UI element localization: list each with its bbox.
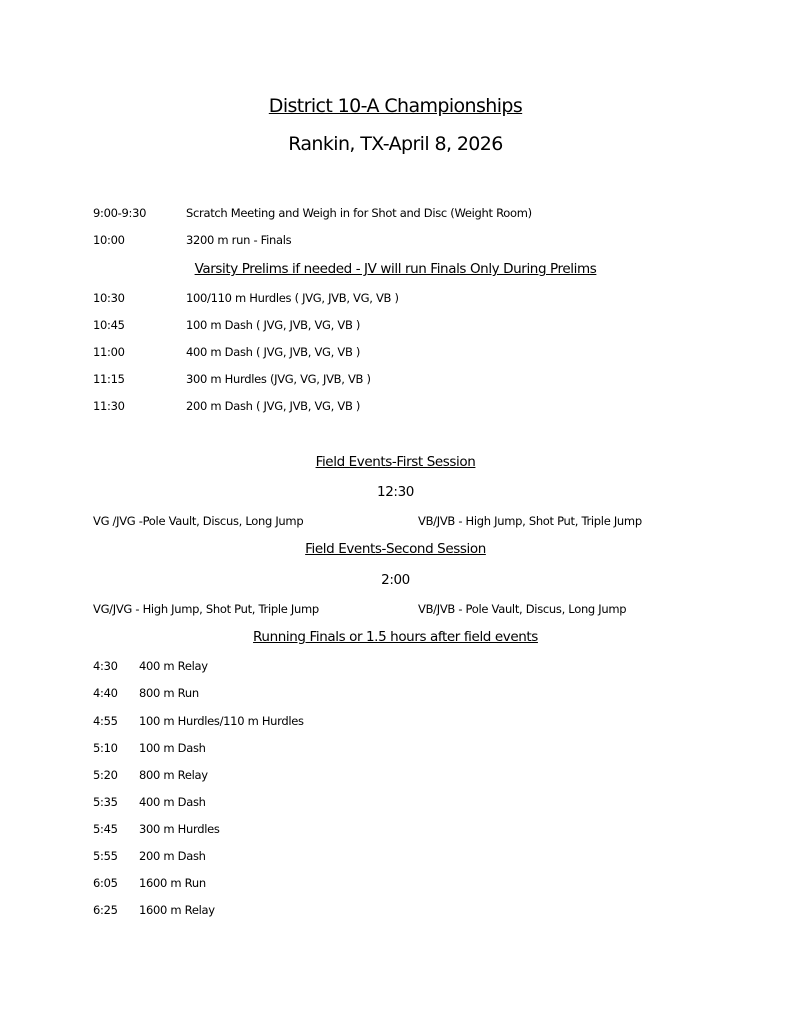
- page-title: District 10-A Championships: [268, 95, 523, 117]
- finals-heading: Running Finals or 1.5 hours after field events: [253, 629, 538, 645]
- finals-row: [93, 795, 206, 809]
- event-name: 400 m Dash: [139, 795, 206, 809]
- event-time: 10:45: [93, 318, 125, 332]
- schedule-row: [93, 233, 291, 247]
- prelim-row: [93, 399, 360, 413]
- prelim-row: [93, 345, 360, 359]
- field-first-heading: Field Events-First Session: [315, 454, 476, 470]
- field-first-boys: VB/JVB - High Jump, Shot Put, Triple Jump: [418, 514, 642, 528]
- field-second-boys: VB/JVB - Pole Vault, Discus, Long Jump: [418, 602, 627, 616]
- finals-row: [93, 903, 215, 917]
- event-name: 100 m Dash ( JVG, JVB, VG, VB ): [186, 318, 361, 332]
- event-name: Scratch Meeting and Weigh in for Shot and Disc (Weight Room): [186, 206, 532, 220]
- event-time: 11:00: [93, 345, 125, 359]
- event-name: 200 m Dash: [139, 849, 206, 863]
- event-time: 6:25: [93, 903, 118, 917]
- event-time: 4:40: [93, 686, 118, 700]
- event-time: 9:00-9:30: [93, 206, 147, 220]
- prelim-row: [93, 318, 360, 332]
- prelim-row: [93, 372, 371, 386]
- event-time: 5:20: [93, 768, 118, 782]
- field-first-girls: VG /JVG -Pole Vault, Discus, Long Jump: [93, 514, 304, 528]
- event-name: 300 m Hurdles (JVG, VG, JVB, VB ): [186, 372, 371, 386]
- finals-row: [93, 768, 208, 782]
- event-time: 10:00: [93, 233, 125, 247]
- finals-row: [93, 741, 206, 755]
- schedule-row: [93, 206, 532, 220]
- finals-row: [93, 659, 208, 673]
- event-name: 1600 m Relay: [139, 903, 215, 917]
- field-second-girls: VG/JVG - High Jump, Shot Put, Triple Jump: [93, 602, 319, 616]
- event-name: 800 m Relay: [139, 768, 208, 782]
- field-first-events: [93, 514, 642, 528]
- event-name: 3200 m run - Finals: [186, 233, 292, 247]
- finals-row: [93, 876, 206, 890]
- event-name: 300 m Hurdles: [139, 822, 220, 836]
- event-time: 5:55: [93, 849, 118, 863]
- event-name: 100 m Dash: [139, 741, 206, 755]
- event-time: 10:30: [93, 291, 125, 305]
- finals-row: [93, 686, 199, 700]
- prelim-row: [93, 291, 399, 305]
- finals-row: [93, 822, 220, 836]
- event-name: 100 m Hurdles/110 m Hurdles: [139, 714, 304, 728]
- page-subtitle: Rankin, TX-April 8, 2026: [288, 133, 503, 155]
- event-name: 400 m Dash ( JVG, JVB, VG, VB ): [186, 345, 361, 359]
- field-second-heading: Field Events-Second Session: [305, 541, 486, 557]
- event-time: 4:30: [93, 659, 118, 673]
- event-name: 800 m Run: [139, 686, 199, 700]
- prelims-heading: Varsity Prelims if needed - JV will run Finals Only During Prelims: [194, 261, 597, 277]
- event-time: 6:05: [93, 876, 118, 890]
- event-time: 5:35: [93, 795, 118, 809]
- finals-row: [93, 714, 304, 728]
- event-name: 100/110 m Hurdles ( JVG, JVB, VG, VB ): [186, 291, 399, 305]
- event-time: 5:10: [93, 741, 118, 755]
- event-name: 400 m Relay: [139, 659, 208, 673]
- event-name: 1600 m Run: [139, 876, 206, 890]
- field-second-time: 2:00: [381, 572, 410, 588]
- field-first-time: 12:30: [377, 484, 414, 500]
- event-time: 11:15: [93, 372, 125, 386]
- event-time: 11:30: [93, 399, 125, 413]
- event-time: 5:45: [93, 822, 118, 836]
- finals-row: [93, 849, 206, 863]
- event-name: 200 m Dash ( JVG, JVB, VG, VB ): [186, 399, 361, 413]
- field-second-events: [93, 602, 627, 616]
- event-time: 4:55: [93, 714, 118, 728]
